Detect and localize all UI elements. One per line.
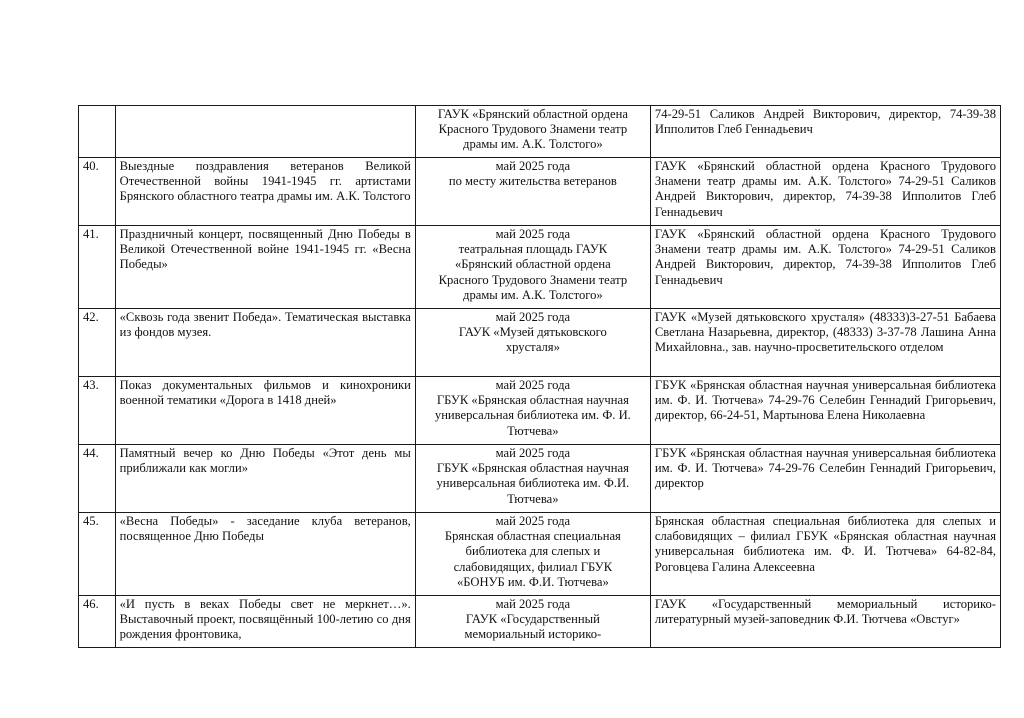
date-place-line: «Брянский областной ордена <box>455 257 611 272</box>
date-place-line: май 2025 года <box>495 514 571 528</box>
event-name: «Весна Победы» - заседание клуба ветеранов, посвященное Дню Победы <box>115 513 415 596</box>
row-number: 46. <box>79 596 116 648</box>
responsible-org: ГАУК «Брянский областной ордена Красного Трудового Знамени театр драмы им. А.К. Толстого» 74-29-51 Саликов Андрей Викторович, директор, 74-39-38 Ипполитов Глеб Геннадьевич <box>650 226 1000 309</box>
table-row <box>79 377 1001 445</box>
date-place-line: «БОНУБ им. Ф.И. Тютчева» <box>456 574 609 589</box>
date-place-line: ГАУК «Музей дятьковского <box>458 325 607 340</box>
row-number: 42. <box>79 309 116 377</box>
event-date-place <box>415 445 650 513</box>
date-place-line: Красного Трудового Знамени театр <box>438 122 628 137</box>
row-number: 41. <box>79 226 116 309</box>
date-place-line: Красного Трудового Знамени театр <box>438 272 628 287</box>
date-place-line: ГАУК «Брянский областной ордена <box>437 107 628 121</box>
responsible-org: ГАУК «Брянский областной ордена Красного Трудового Знамени театр драмы им. А.К. Толстого» 74-29-51 Саликов Андрей Викторович, директор, 74-39-38 Ипполитов Глеб Геннадьевич <box>650 158 1000 226</box>
date-place-line: по месту жительства ветеранов <box>448 174 617 189</box>
event-date-place <box>415 226 650 309</box>
event-name: Выездные поздравления ветеранов Великой Отечественной войны 1941-1945 гг. артистами Брянского областного театра драмы им. А.К. Толстого <box>115 158 415 226</box>
event-date-place <box>415 158 650 226</box>
date-place-line: май 2025 года <box>495 378 571 392</box>
date-place-line: драмы им. А.К. Толстого» <box>463 287 603 302</box>
date-place-line: слабовидящих, филиал ГБУК <box>453 559 613 574</box>
row-number: 44. <box>79 445 116 513</box>
date-place-line: ГБУК «Брянская областная научная <box>436 461 629 476</box>
date-place-line: май 2025 года <box>495 597 571 611</box>
event-date-place <box>415 596 650 648</box>
responsible-org: ГБУК «Брянская областная научная универсальная библиотека им. Ф. И. Тютчева» 74-29-76 Селебин Геннадий Григорьевич, директор, 66-24-51, Мартынова Елена Николаевна <box>650 377 1000 445</box>
row-number: 43. <box>79 377 116 445</box>
date-place-line: май 2025 года <box>495 159 571 173</box>
responsible-org: Брянская областная специальная библиотека для слепых и слабовидящих – филиал ГБУК «Брянская областная научная универсальная библиотека им. Ф. И. Тютчева» 64-82-84, Роговцева Галина Алексеевна <box>650 513 1000 596</box>
date-place-line: май 2025 года <box>495 227 571 241</box>
event-date-place <box>415 513 650 596</box>
date-place-line: универсальная библиотека им. Ф.И. <box>436 476 630 491</box>
event-name <box>115 106 415 158</box>
event-name: «И пусть в веках Победы свет не меркнет…». Выставочный проект, посвящённый 100-летию со дня рождения фронтовика, <box>115 596 415 648</box>
event-date-place <box>415 377 650 445</box>
table-row <box>79 596 1001 648</box>
date-place-line: универсальная библиотека им. Ф. И. <box>434 408 631 423</box>
responsible-org: ГАУК «Музей дятьковского хрусталя» (48333)3-27-51 Бабаева Светлана Назарьевна, директор, (48333) 3-37-78 Лашина Анна Михайловна., зав. научно-просветительского отделом <box>650 309 1000 377</box>
date-place-line: ГБУК «Брянская областная научная <box>436 393 629 408</box>
table-row <box>79 309 1001 377</box>
table-row <box>79 445 1001 513</box>
date-place-line: май 2025 года <box>495 446 571 460</box>
event-date-place <box>415 309 650 377</box>
date-place-line: библиотека для слепых и <box>465 544 601 559</box>
responsible-org: ГАУК «Государственный мемориальный историко-литературный музей-заповедник Ф.И. Тютчева «Овстуг» <box>650 596 1000 648</box>
date-place-line: театральная площадь ГАУК <box>458 242 608 257</box>
table-row <box>79 158 1001 226</box>
table-row <box>79 106 1001 158</box>
event-name: Показ документальных фильмов и кинохроники военной тематики «Дорога в 1418 дней» <box>115 377 415 445</box>
date-place-line: Тютчева» <box>507 491 559 506</box>
event-date-place <box>415 106 650 158</box>
date-place-line: мемориальный историко- <box>464 627 602 642</box>
date-place-line: драмы им. А.К. Толстого» <box>463 137 603 152</box>
date-place-line: Тютчева» <box>507 423 559 438</box>
date-place-line: ГАУК «Государственный <box>465 612 600 627</box>
row-number: 40. <box>79 158 116 226</box>
event-name: Памятный вечер ко Дню Победы «Этот день мы приближали как могли» <box>115 445 415 513</box>
date-place-line: хрусталя» <box>505 340 560 355</box>
date-place-line: Брянская областная специальная <box>444 529 621 544</box>
events-table <box>78 105 1001 648</box>
date-place-line: май 2025 года <box>495 310 571 324</box>
table-row <box>79 226 1001 309</box>
responsible-org: 74-29-51 Саликов Андрей Викторович, директор, 74-39-38 Ипполитов Глеб Геннадьевич <box>650 106 1000 158</box>
responsible-org: ГБУК «Брянская областная научная универсальная библиотека им. Ф. И. Тютчева» 74-29-76 Селебин Геннадий Григорьевич, директор <box>650 445 1000 513</box>
event-name: Праздничный концерт, посвященный Дню Победы в Великой Отечественной войне 1941-1945 гг. «Весна Победы» <box>115 226 415 309</box>
table-row <box>79 513 1001 596</box>
event-name: «Сквозь года звенит Победа». Тематическая выставка из фондов музея. <box>115 309 415 377</box>
row-number: 45. <box>79 513 116 596</box>
row-number <box>79 106 116 158</box>
